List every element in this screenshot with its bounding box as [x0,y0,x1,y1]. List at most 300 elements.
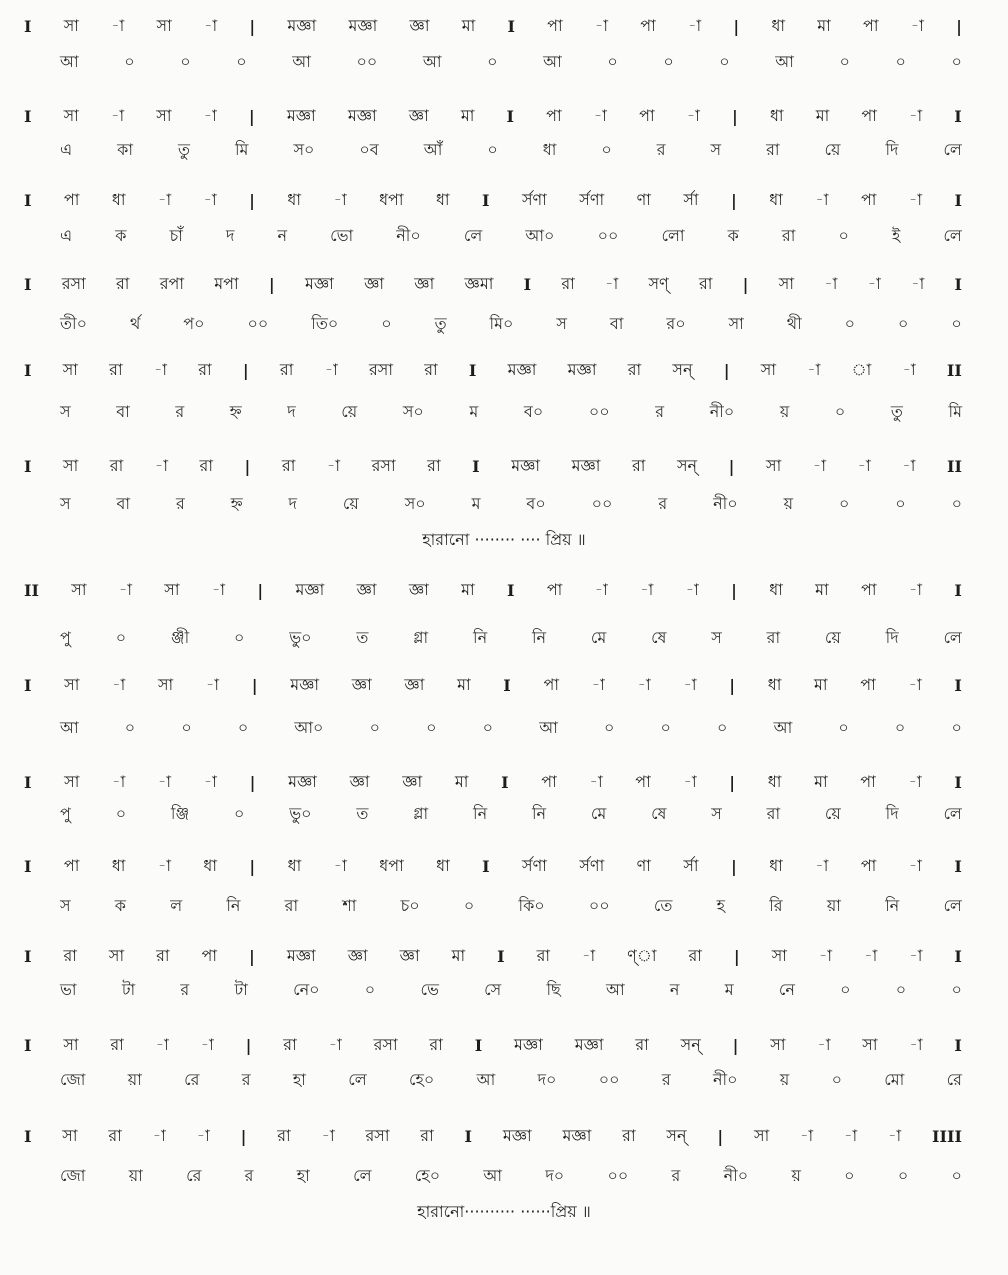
swara-token: রা [109,359,123,379]
lyric-line [18,891,968,921]
syllable-token: র [180,979,190,999]
syllable-token: ০ [895,979,907,999]
syllable-token: এ [60,225,73,245]
bar-line: I [954,772,962,792]
syllable-token: নে [778,979,795,999]
syllable-token: ০ [838,225,849,245]
syllable-token: রা [766,803,781,823]
syllable-token: দ [288,493,297,513]
swara-token: সা [760,359,776,379]
swara-token: সা [156,105,172,125]
swara-token: রা [116,273,130,293]
notation-line [18,269,968,299]
syllable-token: ০ [381,313,392,333]
syllable-token: কি০ [518,895,545,915]
swara-token: -া [321,1125,335,1145]
swara-token: ধা [769,189,783,209]
syllable-token: ০ [236,51,247,71]
syllable-token: দ০ [545,1165,565,1185]
swara-token: সা [62,1125,78,1145]
notation-line [18,851,968,881]
syllable-token: ০ [831,1069,842,1089]
syllable-token: সা [728,313,744,333]
syllable-token: থী [786,313,802,333]
swara-token: -া [807,359,821,379]
bar-line: I [24,1126,32,1146]
swara-token: জ্ঞা [351,674,372,694]
syllable-token: ০ [897,1165,909,1185]
syllable-token: স [711,627,722,647]
syllable-token: ০ [482,717,494,737]
syllable-token: লে [943,803,962,823]
syllable-token: ০০ [588,895,610,915]
swara-token: সা [164,579,180,599]
syllable-token: টা [234,979,248,999]
bar-line: I [954,946,962,966]
swara-token: মা [815,579,829,599]
syllable-token: বা [116,401,130,421]
syllable-token: ০ [115,803,127,823]
syllable-token: আ [543,51,562,71]
syllable-token: র [658,493,668,513]
swara-token: ধা [771,15,786,35]
bar-line: I [24,772,32,792]
syllable-token: স [711,803,722,823]
bar-line: I [24,456,32,476]
swara-token: ধপা [379,855,404,875]
swara-token: সন্ [680,1034,701,1054]
syllable-token: ভু০ [289,627,312,647]
swara-token: -া [902,455,916,475]
bar-line: I [474,1035,483,1055]
syllable-token: আ [539,717,558,737]
syllable-token: এ [60,139,73,159]
swara-token: মজ্ঞা [290,674,320,694]
swara-token: রা [424,359,438,379]
syllable-token: স০ [293,139,315,159]
notation-line [18,1030,968,1060]
lyric-line [18,135,968,165]
syllable-token: দি [885,139,899,159]
swara-token: জ্ঞা [404,674,425,694]
swara-token: -া [157,855,171,875]
syllable-token: ঞ্জি [170,803,190,823]
swara-token: পা [543,674,559,694]
swara-token: র্সণা [522,855,547,875]
bar-line: | [733,946,740,966]
lyric-line [18,1161,968,1191]
swara-token: মা [457,674,471,694]
syllable-token: গ্লা [413,627,429,647]
swara-token: র্সণা [579,189,605,209]
syllable-token: ০ [124,717,136,737]
syllable-token: ম [471,493,481,513]
syllable-token: ০ [463,895,475,915]
syllable-token: লে [353,1165,372,1185]
swara-token: পা [860,189,877,209]
swara-token: -া [867,273,881,293]
swara-token: -া [593,105,607,125]
swara-token: -া [324,359,338,379]
lyric-line [18,47,968,77]
syllable-token: ০ [115,627,127,647]
swara-token: মজ্ঞা [571,455,601,475]
swara-token: -া [591,674,605,694]
syllable-token: য়ে [824,139,841,159]
swara-token: রা [199,455,213,475]
swara-token: সা [862,1034,878,1054]
syllable-token: য়ে [824,803,841,823]
swara-token: পা [860,674,876,694]
syllable-token: ০ব [359,139,379,159]
syllable-token: হে০ [414,1165,441,1185]
syllable-token: য় [791,1165,801,1185]
syllable-token: মি [234,139,249,159]
syllable-token: স০ [402,401,424,421]
swara-token: সা [63,105,79,125]
bar-line: IIII [931,1126,962,1146]
swara-token: জ্ঞা [408,579,429,599]
lyric-line [18,1065,968,1095]
bar-line: I [24,675,32,695]
syllable-token: আঁ [423,139,443,159]
swara-token: সা [64,771,80,791]
swara-token: া [851,359,872,379]
swara-token: -া [908,855,922,875]
bar-line: | [245,1035,252,1055]
swara-token: -া [909,945,923,965]
swara-token: সা [64,674,80,694]
syllable-token: চ০ [400,895,420,915]
syllable-token: য়া [826,895,841,915]
swara-token: -া [203,15,218,35]
syllable-token: ০ [364,979,376,999]
syllable-token: নী০ [723,1165,749,1185]
swara-token: র্সা [683,855,699,875]
swara-token: ণা [636,855,651,875]
swara-token: রা [283,1034,297,1054]
notation-line [18,767,968,797]
bar-line: I [24,856,32,876]
swara-token: -া [908,771,922,791]
syllable-token: য়া [127,1069,142,1089]
bar-line: | [251,675,258,695]
swara-token: রা [109,455,124,475]
swara-token: রা [198,359,212,379]
swara-token: -া [155,1034,169,1054]
syllable-token: আ [775,51,794,71]
bar-line: | [733,16,740,36]
swara-token: রা [156,945,170,965]
syllable-token: ত [356,803,369,823]
swara-token: সন্ [666,1125,687,1145]
swara-token: র্সণা [521,189,547,209]
syllable-token: র [661,1069,671,1089]
syllable-token: আ [773,717,793,737]
swara-token: পা [863,15,879,35]
syllable-token: য়া [128,1165,143,1185]
swara-token: -া [864,945,878,965]
swara-token: জ্ঞা [364,273,385,293]
lyric-line [18,623,968,653]
swara-token: রা [631,455,646,475]
syllable-token: য় [779,401,790,421]
syllable-token: দ [287,401,296,421]
syllable-token: ০০ [356,51,378,71]
syllable-token: নি [531,627,547,647]
swara-token: -া [196,1125,210,1145]
notation-line [18,451,968,481]
refrain-line: হারানো·········· ······প্রিয় ॥ [417,1202,591,1221]
bar-line: I [506,106,515,126]
syllable-token: ০ [844,313,856,333]
notation-line [18,101,968,131]
swara-token: মজ্ঞা [304,273,334,293]
swara-token: -া [152,1125,166,1145]
syllable-token: রে [184,1069,200,1089]
bar-line: | [742,274,749,294]
bar-line: I [464,1126,473,1146]
bar-line: I [497,946,505,966]
swara-token: -া [800,1125,814,1145]
swara-token: ধা [769,855,783,875]
bar-line: I [24,946,32,966]
bar-line: I [501,772,509,792]
lyric-line [18,489,968,519]
syllable-token: র [175,401,185,421]
syllable-token: র [656,139,666,159]
syllable-token: ঞ্জী [170,627,190,647]
syllable-token: রে [946,1069,962,1089]
swara-token: রা [427,455,441,475]
swara-token: -া [605,273,619,293]
swara-token: -া [902,359,916,379]
swara-token: রা [277,1125,291,1145]
syllable-token: নী০ [709,401,735,421]
swara-token: -া [908,674,922,694]
syllable-token: ০ [487,51,498,71]
bar-line: I [482,190,490,210]
syllable-token: ভা [60,979,77,999]
swara-token: জ্ঞা [349,771,370,791]
syllable-token: রে [186,1165,202,1185]
swara-token: সা [63,455,79,475]
swara-token: মজ্ঞা [562,1125,592,1145]
swara-token: সা [778,273,794,293]
bar-line: I [954,580,962,600]
syllable-token: র [175,493,185,513]
swara-token: সন্ [672,359,693,379]
swara-token: ণ্া [627,945,657,965]
bar-line: I [24,106,32,126]
bar-line: I [24,360,32,380]
syllable-token: ০ [603,717,615,737]
swara-token: র্সণা [579,855,605,875]
swara-token: মজ্ঞা [574,1034,604,1054]
swara-token: জ্ঞা [356,579,377,599]
swara-token: ধা [436,855,450,875]
syllable-token: ত [356,627,369,647]
swara-token: মজ্ঞা [514,1034,543,1054]
bar-line: I [507,16,515,36]
syllable-token: রি [769,895,783,915]
swara-token: ধা [287,189,302,209]
swara-token: -া [326,455,341,475]
bar-line: | [249,772,256,792]
syllable-token: লে [943,139,962,159]
swara-token: -া [908,579,922,599]
syllable-token: র্থ [129,313,141,333]
swara-token: রা [429,1034,443,1054]
syllable-token: ০ [663,51,674,71]
bar-line: I [472,456,480,476]
syllable-token: ০ [660,717,671,737]
swara-token: মজ্ঞা [295,579,325,599]
swara-token: -া [910,15,924,35]
swara-token: -া [844,1125,858,1145]
syllable-token: ০০ [247,313,269,333]
swara-token: -া [594,579,608,599]
swara-token: সা [63,1034,79,1054]
bar-line: | [717,1126,724,1146]
swara-token: রা [627,359,642,379]
swara-token: -া [686,105,700,125]
syllable-token: নি [226,895,241,915]
swara-token: জ্ঞা [402,771,423,791]
syllable-token: ০ [181,717,192,737]
syllable-token: ০ [426,717,437,737]
swara-token: ধা [111,855,126,875]
swara-token: পা [547,15,563,35]
syllable-token: ০ [844,1165,855,1185]
swara-token: মজ্ঞা [567,359,597,379]
swara-token: মজ্ঞা [286,105,316,125]
syllable-token: ভে [420,979,439,999]
bar-line: | [248,106,255,126]
syllable-token: লে [943,225,962,245]
syllable-token: র [244,1165,254,1185]
syllable-token: ০ [180,51,191,71]
bar-line: | [729,772,736,792]
swara-token: মপা [214,273,239,293]
swara-token: সা [71,579,87,599]
syllable-token: আ [60,717,79,737]
syllable-token: দি [885,627,899,647]
swara-token: জ্ঞমা [464,273,494,293]
syllable-token: ০ [951,1165,962,1185]
bar-line: | [268,274,275,294]
swara-token: র্সা [683,189,699,209]
syllable-token: মি [948,401,962,421]
notation-line [18,185,968,215]
syllable-token: স [60,493,71,513]
swara-token: সা [108,945,125,965]
swara-token: মজ্ঞা [287,15,317,35]
swara-token: সা [63,15,79,35]
swara-token: রা [110,1034,124,1054]
swara-token: রসা [365,1125,390,1145]
swara-token: -া [203,105,217,125]
swara-token: -া [200,1034,214,1054]
bar-line: I [468,360,477,380]
bar-line: I [954,106,962,126]
swara-token: -া [908,189,923,209]
swara-token: -া [203,771,217,791]
swara-token: রা [688,945,702,965]
syllable-token: লে [943,895,962,915]
syllable-token: ০ [369,717,380,737]
swara-token: মা [461,579,475,599]
bar-line: II [946,360,962,380]
bar-line: I [523,274,532,294]
syllable-token: ব০ [526,493,546,513]
swara-token: রা [536,945,551,965]
bar-line: I [954,274,962,294]
swara-token: রসা [373,1034,398,1054]
syllable-token: সে [484,979,502,999]
swara-token: মজ্ঞা [348,15,378,35]
swara-token: সা [766,455,782,475]
syllable-token: আ [422,51,442,71]
lyric-line [18,975,968,1005]
swara-token: -া [211,579,225,599]
syllable-token: ম [724,979,734,999]
syllable-token: ম [469,401,479,421]
bar-line: | [732,1035,739,1055]
syllable-token: র [241,1069,251,1089]
swara-token: মজ্ঞা [288,771,317,791]
swara-token: -া [818,945,833,965]
swara-token: রা [622,1125,636,1145]
bar-line: | [257,580,264,600]
swara-token: মা [451,945,466,965]
syllable-token: ভো [330,225,354,245]
lyric-line [18,221,968,251]
swara-token: ধা [111,189,126,209]
syllable-token: স [60,895,71,915]
swara-token: -া [589,771,603,791]
swara-token: -া [688,15,702,35]
bar-line: | [730,856,737,876]
syllable-token: মে [590,803,607,823]
syllable-token: রা [284,895,299,915]
syllable-token: ০০ [607,1165,629,1185]
swara-token: -া [815,855,829,875]
notation-line [18,11,968,41]
syllable-token: ০ [601,139,612,159]
syllable-token: হা [292,1069,306,1089]
syllable-token: ০০ [598,1069,620,1089]
syllable-token: ন [669,979,680,999]
syllable-token: ব০ [523,401,544,421]
syllable-token: ০ [840,979,851,999]
syllable-token: রা [766,139,780,159]
swara-token: -া [857,455,871,475]
bar-line: | [244,456,251,476]
syllable-token: জো [60,1069,86,1089]
swara-token: পা [635,771,651,791]
syllable-token: য় [779,1069,790,1089]
swara-token: -া [817,1034,831,1054]
swara-token: পা [640,15,656,35]
swara-token: -া [594,15,609,35]
bar-line: | [731,580,737,600]
swara-token: -া [112,771,126,791]
swara-token: সা [156,15,172,35]
syllable-token: ধা [542,139,557,159]
swara-token: পা [63,855,80,875]
swara-token: পা [861,579,877,599]
